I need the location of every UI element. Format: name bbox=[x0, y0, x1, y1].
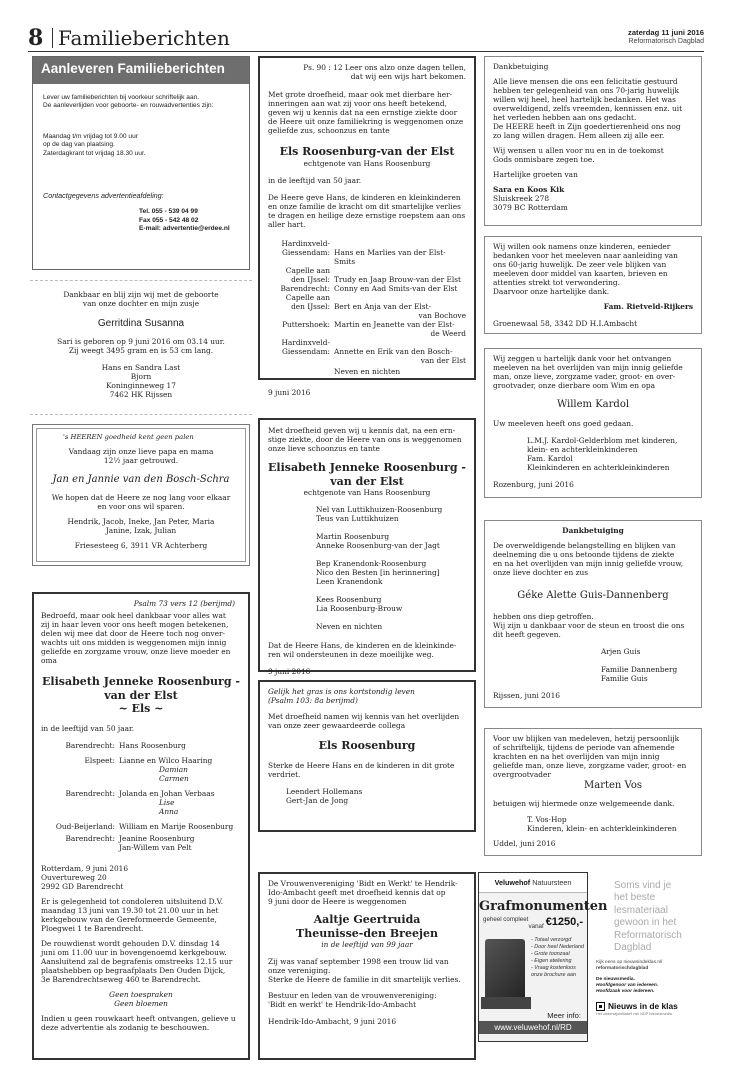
birth-born-1: Sari is geboren op 9 juni 2016 om 03.14 uur. bbox=[57, 337, 225, 346]
veluwehof-offer-1: geheel compleet bbox=[483, 916, 529, 923]
kardol-paragraph-1: Wij zeggen u hartelijk dank voor het ontvangen meeleven na het overlijden van mijn innig geliefde man, onze lieve, zorgzame vader, groot- en over- grootvader, onze dierbare oom Wim en opa bbox=[493, 354, 683, 390]
klas-logo-sub: Het onderwijsinitiatief van NDP Nieuwsmedia bbox=[596, 1012, 672, 1017]
rietveld-paragraph: Wij willen ook namens onze kinderen, eenieder bedanken voor het meeleven naar aanleiding van ons 60-jarig huwelijk. De zeer vele blijken van meeleven door middel van kaarten, brieven en attenties strekt tot verwondering. Daarvoor onze hartelijke dank. bbox=[493, 242, 678, 296]
masthead-publication: Reformatorisch Dagblad bbox=[628, 38, 704, 45]
els-mid2-paragraph-1: Met droefheid geven wij u kennis dat, na een ern- stige ziekte, door de Heere van ons is weggenomen onze lieve schoonzus en tante bbox=[268, 426, 462, 453]
els-full-name: Elisabeth Jenneke Roosenburg - van der Elst ~ Els ~ bbox=[42, 675, 240, 715]
info-time-1: Maandag t/m vrijdag tot 9.00 uur bbox=[43, 132, 138, 140]
anniversary-line-3: We hopen dat de Heere ze nog lang voor elkaar bbox=[51, 493, 231, 502]
els-service: De rouwdienst wordt gehouden D.V. dinsdag 14 juni om 11.00 uur in bovengenoemd kerkgebouw. Aansluitend zal de begrafenis omstreeks 12.15 uur plaatshebben op begraafplaats Den Ouden Dijck, 3e Barendrechtseweg 460 te Barendrecht. bbox=[41, 938, 233, 984]
kik-paragraph-1: Alle lieve mensen die ons een felicitatie gestuurd hebben ter gelegenheid van ons 70-jarig huwelijk willen wij heel, heel hartelijk bedanken. Het was overweldigend, zelfs vreemden, kennissen enz. uit het verleden hebben aan ons gedacht. De HEERE heeft in Zijn goedertierenheid ons nog zo lang willen dragen. Hem alleen zij alle eer. bbox=[493, 77, 683, 140]
els-verse: Psalm 73 vers 12 (berijmd) bbox=[133, 599, 235, 608]
els-paragraph-1: Bedroefd, maar ook heel dankbaar voor alles wat zij in haar leven voor ons heeft mogen betekenen, delen wij mee dat door de Heere toch nog onver- wachts uit ons midden is weggenomen mijn innig geliefde en zorgzame vrouw, onze lieve moeder en oma bbox=[41, 611, 231, 665]
veluwehof-url[interactable]: www.veluwehof.nl/RD bbox=[479, 1021, 587, 1034]
thanks-kik bbox=[484, 56, 702, 226]
death-notice-aaltje bbox=[258, 872, 476, 1060]
anniversary-line-1: Vandaag zijn onze lieve papa en mama bbox=[68, 447, 214, 456]
ad-nieuws-in-de-klas[interactable] bbox=[596, 880, 702, 1044]
death-notice-els-family bbox=[32, 592, 250, 1060]
info-email[interactable]: E-mail: advertentie@erdee.nl bbox=[139, 225, 230, 233]
vos-signatures: T. Vos-Hop Kinderen, klein- en achterkleinkinderen bbox=[527, 815, 677, 833]
anniversary-line-4: en voor ons wil sparen. bbox=[97, 502, 185, 511]
info-time-2: op de dag van plaatsing. bbox=[43, 141, 115, 149]
vos-paragraph-1: Voor uw blijken van medeleven, hetzij persoonlijk of schriftelijk, tijdens de periode van afnemende krachten en na het overlijden van mijn innig geliefde man, onze lieve, zorgzame vader, groot- en overgrootvader bbox=[493, 734, 687, 779]
guis-paragraph-2: hebben ons diep getroffen. Wij zijn u dankbaar voor de steun en troost die ons dit heeft gegeven. bbox=[493, 612, 685, 639]
birth-street: Koninginneweg 17 bbox=[106, 381, 176, 390]
veluwehof-brand-sub: Natuursteen bbox=[532, 878, 572, 887]
klas-small-text: Kijk eens op nieuwsindeklas.nl/ reformatorischdagblad bbox=[596, 960, 663, 972]
info-box bbox=[32, 56, 250, 270]
guis-heading: Dankbetuiging bbox=[562, 526, 624, 535]
thanks-guis bbox=[484, 520, 702, 708]
anniversary-line-2: 12½ jaar getrouwd. bbox=[103, 456, 179, 465]
birth-city: 7462 HK Rijssen bbox=[109, 390, 173, 399]
els-age: in de leeftijd van 50 jaar. bbox=[41, 723, 135, 733]
els-mid-name: Els Roosenburg-van der Elst bbox=[279, 145, 455, 158]
aaltje-paragraph-2: Zij was vanaf september 1998 een trouw lid van onze vereniging. Sterke de Heere de familie in dit smartelijk verlies. bbox=[268, 957, 461, 984]
els-mid2-date: 9 juni 2016 bbox=[268, 667, 311, 676]
rietveld-address: Groenewaal 58, 3342 DD H.I.Ambacht bbox=[493, 319, 638, 328]
kardol-signatures: L.M.J. Kardol-Gelderblom met kinderen, klein- en achterkleinkinderen Fam. Kardol Kleinkinderen en achterkleinkinderen bbox=[527, 436, 678, 472]
kardol-name: Willem Kardol bbox=[556, 399, 630, 410]
anniversary-address: Friesesteeg 6, 3911 VR Achterberg bbox=[74, 541, 208, 550]
veluwehof-bullets: - Totaal verzorgd - Door heel Nederland - Grote toonzaal - Eigen ateliering - Vraag kostenloos onze brochure aan bbox=[531, 936, 585, 978]
guis-signatures: Arjen Guis Familie Dannenberg Familie Guis bbox=[601, 647, 678, 683]
page-number: 8 bbox=[28, 25, 44, 51]
kik-heading: Dankbetuiging bbox=[493, 62, 549, 71]
klas-bold-text: De nieuwsmedia. Hoofdgenoor van iedereen. Hoofdzaak voor iedereen. bbox=[596, 977, 659, 995]
anniversary-children-2: Janine, Izak, Julian bbox=[105, 526, 177, 535]
els-mid2-paragraph-2: Dat de Heere Hans, de kinderen en de kleinkinde- ren wil ondersteunen in deze moeilijke weg. bbox=[268, 641, 457, 659]
kik-signature: Sara en Koos Kik Sluiskreek 278 3079 BC Rotterdam bbox=[493, 185, 568, 212]
vos-date: Uddel, juni 2016 bbox=[493, 839, 556, 848]
aaltje-age: in de leeftijd van 99 jaar bbox=[321, 940, 413, 949]
birth-line-1: Dankbaar en blij zijn wij met de geboorte bbox=[63, 290, 219, 299]
birth-sibling: Bjorn bbox=[130, 372, 152, 381]
masthead-rule bbox=[28, 51, 704, 52]
separator bbox=[30, 414, 252, 415]
colleague-motto: Gelijk het gras is ons kortstondig leven (Psalm 103: 8a berijmd) bbox=[268, 687, 415, 705]
death-notice-els-siblings bbox=[258, 56, 476, 397]
rietveld-names: Fam. Rietveld-Rijkers bbox=[603, 302, 693, 311]
els-condolence: Er is gelegenheid tot condoleren uitsluitend D.V. maandag 13 juni van 19.30 tot 21.00 uur in het kerkgebouw van de Gereformeerde Gemeente, Ploegwei 1 te Barendrecht. bbox=[41, 896, 224, 933]
info-fax: Fax 055 - 542 48 02 bbox=[139, 216, 199, 224]
els-mid-paragraph-2: De Heere geve Hans, de kinderen en kleinkinderen en onze familie de kracht om dit smartelijke verlies te dragen en heilige deze ernstige roepstem aan ons aller hart. bbox=[268, 193, 466, 229]
vos-paragraph-2: betuigen wij hiermede onze welgemeende dank. bbox=[493, 799, 675, 808]
els-mid2-spouse: echtgenote van Hans Roosenburg bbox=[303, 488, 431, 497]
info-intro-1: Lever uw familieberichten bij voorkeur schriftelijk aan. bbox=[43, 94, 200, 101]
veluwehof-headline: Grafmonumenten bbox=[479, 899, 608, 914]
masthead-date: zaterdag 11 juni 2016 bbox=[628, 28, 704, 37]
vos-name: Marten Vos bbox=[584, 780, 642, 791]
thanks-vos bbox=[484, 728, 702, 856]
masthead-divider bbox=[52, 28, 53, 48]
birth-announcement bbox=[32, 290, 250, 399]
thanks-kardol bbox=[484, 348, 702, 498]
aaltje-date: Hendrik-Ido-Ambacht, 9 juni 2016 bbox=[268, 1017, 397, 1026]
els-card-note: Indien u geen rouwkaart heeft ontvangen, gelieve u deze advertentie als zodanig te beschouwen. bbox=[41, 1013, 236, 1032]
els-no-speeches: Geen toespraken Geen bloemen bbox=[109, 989, 173, 1008]
colleague-paragraph-2: Sterke de Heere Hans en de kinderen in dit grote verdriet. bbox=[268, 761, 455, 779]
kardol-paragraph-2: Uw meeleven heeft ons goed gedaan. bbox=[493, 419, 634, 428]
klas-logo-icon bbox=[596, 1002, 605, 1011]
guis-name: Géke Alette Guis-Dannenberg bbox=[517, 590, 669, 601]
kik-paragraph-2: Wij wensen u allen voor nu en in de toekomst Gods onmisbare zegen toe. bbox=[493, 146, 664, 164]
guis-date: Rijssen, juni 2016 bbox=[493, 691, 560, 700]
veluwehof-price: €1250,- bbox=[545, 916, 583, 928]
els-mid-spouse: echtgenote van Hans Roosenburg bbox=[303, 159, 431, 168]
anniversary-announcement bbox=[32, 424, 250, 566]
death-notice-els-colleagues bbox=[258, 680, 476, 832]
birth-born-2: Zij weegt 3495 gram en is 53 cm lang. bbox=[68, 346, 214, 355]
death-notice-els-inlaws bbox=[258, 418, 476, 676]
els-mid-age: in de leeftijd van 50 jaar. bbox=[268, 176, 362, 185]
colleague-paragraph-1: Met droefheid namen wij kennis van het overlijden van onze zeer gewaardeerde collega bbox=[268, 712, 460, 730]
aaltje-paragraph-3: Bestuur en leden van de vrouwenvereniging: 'Bidt en werkt' te Hendrik-Ido-Ambacht bbox=[268, 991, 437, 1009]
birth-line-2: van onze dochter en mijn zusje bbox=[82, 299, 200, 308]
veluwehof-more-info: Meer info: bbox=[547, 1010, 581, 1020]
info-contact-heading: Contactgegevens advertentieafdeling: bbox=[43, 191, 164, 201]
separator bbox=[30, 280, 252, 281]
info-time-3: Zaterdagkrant tot vrijdag 18.30 uur. bbox=[43, 149, 146, 157]
info-box-title: Aanleveren Familieberichten bbox=[33, 57, 249, 84]
aaltje-name: Aaltje Geertruida Theunisse-den Breejen bbox=[296, 913, 438, 940]
gravestone-base bbox=[481, 997, 531, 1009]
els-family-list: Barendrecht: Hans Roosenburg Elspeet: Lianne en Wilco Haaring Damian Carmen Barendrecht: Jolanda en Johan Verbaas Lise Anna Oud-Beijerland: William en Marije Roosenburg Barendrecht: Jeanine Roosenburg Jan-Willem van Pelt bbox=[55, 740, 234, 852]
birth-parents: Hans en Sandra Last bbox=[101, 363, 181, 372]
els-mid-verse: Ps. 90 : 12 Leer ons alzo onze dagen tellen, dat wij een wijs hart bekomen. bbox=[303, 63, 466, 81]
kik-greeting: Hartelijke groeten van bbox=[493, 170, 578, 179]
colleague-name: Els Roosenburg bbox=[318, 739, 416, 752]
klas-tagline: Soms vind je het beste lesmateriaal gewoon in het Reformatorisch Dagblad bbox=[614, 880, 682, 954]
info-intro-2: De aanleverlijden voor geboorte- en rouwadvertenties zijn: bbox=[43, 102, 214, 110]
veluwehof-brand: Veluwehof bbox=[494, 878, 531, 887]
els-mid2-name: Elisabeth Jenneke Roosenburg - van der Elst bbox=[268, 461, 466, 488]
els-mid2-family-list: Nel van Luttikhuizen-Roosenburg Teus van Luttikhuizen Martin Roosenburg Anneke Roosenburg-van der Jagt Bep Kranendonk-Roosenburg Nico den Besten [in herinnering] Leen Kranendonk Kees Roosenburg Lia Roosenburg-Brouw Neven en nichten bbox=[316, 505, 443, 631]
anniversary-names: Jan en Jannie van den Bosch-Schra bbox=[52, 474, 230, 485]
section-title: Familieberichten bbox=[58, 26, 230, 50]
colleague-signatures: Leendert Hollemans Gert-Jan de Jong bbox=[286, 787, 363, 805]
anniversary-children-1: Hendrik, Jacob, Ineke, Jan Peter, Maria bbox=[67, 517, 215, 526]
thanks-rietveld bbox=[484, 236, 702, 334]
els-address: Rotterdam, 9 juni 2016 Ouvertureweg 20 2992 GD Barendrecht bbox=[41, 863, 129, 891]
kardol-date: Rozenburg, juni 2016 bbox=[493, 480, 574, 489]
info-tel: Tel. 055 - 539 04 99 bbox=[139, 208, 198, 216]
gravestone-image bbox=[485, 939, 525, 1003]
ad-veluwehof[interactable] bbox=[478, 872, 608, 1042]
klas-logo: Nieuws in de klas bbox=[608, 1001, 678, 1012]
aaltje-paragraph-1: De Vrouwenvereniging 'Bidt en Werkt' te Hendrik- Ido-Ambacht geeft met droefheid kennis dat op 9 juni door de Heere is weggenomen bbox=[268, 879, 458, 906]
birth-name: Gerritdina Susanna bbox=[97, 318, 185, 329]
guis-paragraph-1: De overweldigende belangstelling en blijken van deelneming die u ons betoonde tijdens de ziekte en na het overlijden van mijn innig geliefde vrouw, onze lieve dochter en zus bbox=[493, 541, 684, 577]
anniversary-motto: 's HEEREN goedheid kent geen palen bbox=[63, 433, 194, 441]
els-mid-paragraph-1: Met grote droefheid, maar ook met dierbare her- inneringen aan wat zij voor ons heeft betekend, geven wij u kennis dat na een ernstige ziekte door de Heere uit onze familiekring is weggenomen onze geliefde zus, schoonzus en tante bbox=[268, 90, 464, 135]
veluwehof-offer-2: vanaf bbox=[528, 923, 544, 931]
els-mid-family-list: Hardinxveld- Giessendam: Hans en Marlies van der Elst-Smits Capelle aan den IJssel: Trudy en Jaap Brouw-van der Elst Barendrecht: Conny en Aad Smits-van der Elst Capelle aan den IJssel: Bert en Anja van der Elst- van Bochove Puttershoek: Martin en Jeanette van der Elst- de Weerd Hardinxveld- Giessendam: Annette en Erik van den Bosch- van der Elst Neven en nichten bbox=[280, 239, 466, 376]
els-mid-date: 9 juni 2016 bbox=[268, 388, 311, 397]
